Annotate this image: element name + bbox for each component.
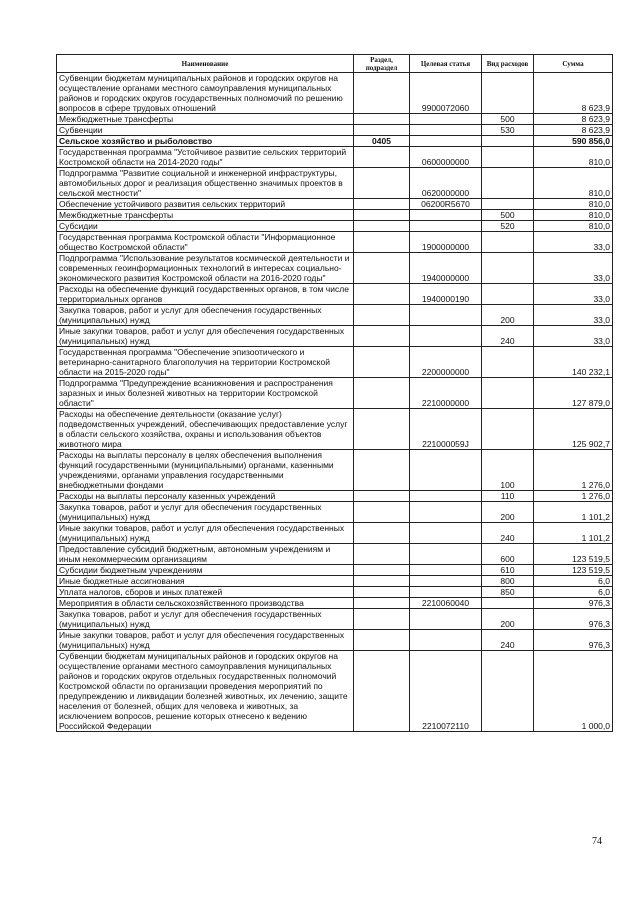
table-row (57, 378, 613, 409)
cell-sum: 1 101,2 (534, 523, 613, 544)
cell-section: 0405 (354, 136, 410, 147)
header-sum: Сумма (534, 55, 613, 73)
cell-name: Расходы на обеспечение деятельности (оказание услуг) подведомственных учреждений, обеспечивающих предоставление услуг в области сельского хозяйства, охраны и использования объектов животного мира (57, 409, 354, 450)
cell-sum: 1 276,0 (534, 491, 613, 502)
cell-sum: 140 232,1 (534, 347, 613, 378)
cell-type: 240 (482, 630, 534, 651)
cell-name: Закупка товаров, работ и услуг для обеспечения государственных (муниципальных) нужд (57, 502, 354, 523)
table-row (57, 609, 613, 630)
cell-type (482, 378, 534, 409)
cell-type: 240 (482, 523, 534, 544)
cell-section (354, 199, 410, 210)
table-row (57, 598, 613, 609)
cell-section (354, 378, 410, 409)
cell-sum: 976,3 (534, 609, 613, 630)
table-row (57, 544, 613, 565)
cell-section (354, 409, 410, 450)
cell-sum: 810,0 (534, 210, 613, 221)
cell-section (354, 576, 410, 587)
cell-name: Иные закупки товаров, работ и услуг для обеспечения государственных (муниципальных) нужд (57, 630, 354, 651)
cell-target: 2210072110 (410, 651, 482, 732)
cell-target: 2210060040 (410, 598, 482, 609)
cell-section (354, 73, 410, 114)
cell-target (410, 326, 482, 347)
cell-target: 1940000190 (410, 284, 482, 305)
cell-sum: 1 276,0 (534, 450, 613, 491)
cell-target: 221000059J (410, 409, 482, 450)
cell-section (354, 326, 410, 347)
cell-name: Государственная программа Костромской области "Информационное общество Костромской области" (57, 232, 354, 253)
cell-target: 1940000000 (410, 253, 482, 284)
table-body (57, 73, 613, 732)
cell-sum: 123 519,5 (534, 544, 613, 565)
cell-section (354, 651, 410, 732)
table-row (57, 253, 613, 284)
cell-section (354, 125, 410, 136)
cell-target (410, 210, 482, 221)
cell-target (410, 609, 482, 630)
table-row (57, 73, 613, 114)
cell-sum: 6,0 (534, 587, 613, 598)
cell-target: 2210000000 (410, 378, 482, 409)
cell-type: 850 (482, 587, 534, 598)
cell-type: 200 (482, 609, 534, 630)
cell-target (410, 587, 482, 598)
cell-target: 9900072060 (410, 73, 482, 114)
cell-name: Расходы на выплаты персоналу казенных учреждений (57, 491, 354, 502)
cell-type (482, 253, 534, 284)
cell-name: Закупка товаров, работ и услуг для обеспечения государственных (муниципальных) нужд (57, 609, 354, 630)
cell-name: Обеспечение устойчивого развития сельских территорий (57, 199, 354, 210)
cell-section (354, 210, 410, 221)
table-row (57, 147, 613, 168)
table-row (57, 565, 613, 576)
cell-target (410, 305, 482, 326)
cell-type: 500 (482, 114, 534, 125)
cell-name: Сельское хозяйство и рыболовство (57, 136, 354, 147)
cell-sum: 123 519,5 (534, 565, 613, 576)
cell-name: Подпрограмма "Развитие социальной и инженерной инфраструктуры, автомобильных дорог и реализация общественно значимых проектов в сельской местности" (57, 168, 354, 199)
cell-sum: 127 879,0 (534, 378, 613, 409)
cell-name: Субвенции бюджетам муниципальных районов и городских округов на осуществление органами местного самоуправления муниципальных районов и городских округов отдельных государственных полномочий Костромской области по организации проведения мероприятий по предупреждению и ликвидации болезней животных, их лечению, защите населения от болезней, общих для человека и животных, за исключением вопросов, решение которых отнесено к ведению Российской Федерации (57, 651, 354, 732)
table-row (57, 630, 613, 651)
cell-name: Государственная программа "Устойчивое развитие сельских территорий Костромской области на 2014-2020 годы" (57, 147, 354, 168)
cell-target (410, 221, 482, 232)
cell-name: Иные закупки товаров, работ и услуг для обеспечения государственных (муниципальных) нужд (57, 326, 354, 347)
cell-section (354, 147, 410, 168)
header-type: Вид расходов (482, 55, 534, 73)
cell-sum: 6,0 (534, 576, 613, 587)
cell-sum: 8 623,9 (534, 73, 613, 114)
cell-type: 200 (482, 502, 534, 523)
cell-type (482, 199, 534, 210)
cell-target (410, 630, 482, 651)
cell-type: 520 (482, 221, 534, 232)
cell-sum: 810,0 (534, 199, 613, 210)
cell-name: Мероприятия в области сельскохозяйственного производства (57, 598, 354, 609)
cell-name: Закупка товаров, работ и услуг для обеспечения государственных (муниципальных) нужд (57, 305, 354, 326)
cell-type (482, 598, 534, 609)
cell-target: 0620000000 (410, 168, 482, 199)
cell-name: Расходы на обеспечение функций государственных органов, в том числе территориальных органов (57, 284, 354, 305)
cell-type: 110 (482, 491, 534, 502)
cell-target (410, 523, 482, 544)
cell-name: Подпрограмма "Предупреждение всанижновения и распространения заразных и иных болезней животных на территории Костромской области" (57, 378, 354, 409)
cell-name: Субсидии бюджетным учреждениям (57, 565, 354, 576)
cell-type: 500 (482, 210, 534, 221)
table-header (57, 55, 613, 73)
cell-target: 1900000000 (410, 232, 482, 253)
cell-target (410, 544, 482, 565)
table-row (57, 221, 613, 232)
cell-sum: 976,3 (534, 630, 613, 651)
cell-section (354, 347, 410, 378)
table-row (57, 502, 613, 523)
cell-section (354, 305, 410, 326)
cell-section (354, 450, 410, 491)
cell-target: 0600000000 (410, 147, 482, 168)
cell-target: 06200R5670 (410, 199, 482, 210)
cell-name: Подпрограмма "Использование результатов космической деятельности и современных геоинформационных технологий в интересах социально-экономического развития Костромской области на 2016-2020 годы" (57, 253, 354, 284)
cell-section (354, 630, 410, 651)
cell-type: 610 (482, 565, 534, 576)
cell-target (410, 565, 482, 576)
cell-sum: 8 623,9 (534, 125, 613, 136)
cell-name: Субсидии (57, 221, 354, 232)
cell-type: 600 (482, 544, 534, 565)
cell-name: Субвенции бюджетам муниципальных районов и городских округов на осуществление органами местного самоуправления муниципальных районов и городских округов государственных полномочий по решению вопросов в сфере трудовых отношений (57, 73, 354, 114)
cell-target (410, 136, 482, 147)
cell-type: 100 (482, 450, 534, 491)
cell-sum: 33,0 (534, 253, 613, 284)
header-section: Раздел, подраздел (354, 55, 410, 73)
table-row (57, 284, 613, 305)
cell-type (482, 168, 534, 199)
cell-sum: 8 623,9 (534, 114, 613, 125)
cell-section (354, 544, 410, 565)
cell-type (482, 136, 534, 147)
table-row (57, 491, 613, 502)
cell-sum: 33,0 (534, 326, 613, 347)
table-row (57, 210, 613, 221)
cell-type (482, 409, 534, 450)
cell-type: 800 (482, 576, 534, 587)
cell-name: Иные закупки товаров, работ и услуг для обеспечения государственных (муниципальных) нужд (57, 523, 354, 544)
cell-target (410, 502, 482, 523)
cell-section (354, 598, 410, 609)
cell-type (482, 73, 534, 114)
cell-sum: 810,0 (534, 221, 613, 232)
cell-target: 2200000000 (410, 347, 482, 378)
cell-type (482, 284, 534, 305)
cell-target (410, 125, 482, 136)
cell-section (354, 253, 410, 284)
table-row (57, 305, 613, 326)
cell-sum: 590 856,0 (534, 136, 613, 147)
cell-section (354, 221, 410, 232)
table-row (57, 232, 613, 253)
document-page (56, 54, 612, 732)
cell-sum: 1 000,0 (534, 651, 613, 732)
cell-sum: 976,3 (534, 598, 613, 609)
table-row (57, 651, 613, 732)
cell-type (482, 147, 534, 168)
cell-target (410, 450, 482, 491)
cell-name: Иные бюджетные ассигнования (57, 576, 354, 587)
cell-type: 240 (482, 326, 534, 347)
cell-name: Субвенции (57, 125, 354, 136)
cell-name: Государственная программа "Обеспечение эпизоотического и ветеринарно-санитарного благополучия на территории Костромской области на 2015-2020 годы" (57, 347, 354, 378)
cell-type (482, 232, 534, 253)
table-row (57, 125, 613, 136)
cell-section (354, 565, 410, 576)
cell-target (410, 491, 482, 502)
table-row (57, 587, 613, 598)
cell-sum: 1 101,2 (534, 502, 613, 523)
cell-section (354, 502, 410, 523)
cell-section (354, 609, 410, 630)
table-row (57, 199, 613, 210)
cell-section (354, 587, 410, 598)
cell-type: 530 (482, 125, 534, 136)
table-row (57, 136, 613, 147)
cell-section (354, 168, 410, 199)
cell-name: Межбюджетные трансферты (57, 114, 354, 125)
cell-name: Межбюджетные трансферты (57, 210, 354, 221)
cell-section (354, 114, 410, 125)
cell-name: Расходы на выплаты персоналу в целях обеспечения выполнения функций государственными (муниципальными) органами, казенными учреждениями, органами управления государственными внебюджетными фондами (57, 450, 354, 491)
cell-section (354, 284, 410, 305)
table-row (57, 409, 613, 450)
cell-name: Уплата налогов, сборов и иных платежей (57, 587, 354, 598)
cell-target (410, 114, 482, 125)
cell-sum: 33,0 (534, 284, 613, 305)
cell-sum: 125 902,7 (534, 409, 613, 450)
table-row (57, 114, 613, 125)
cell-sum: 810,0 (534, 168, 613, 199)
table-row (57, 347, 613, 378)
header-target: Целевая статья (410, 55, 482, 73)
header-name: Наименование (57, 55, 354, 73)
cell-sum: 33,0 (534, 305, 613, 326)
table-row (57, 168, 613, 199)
cell-name: Предоставление субсидий бюджетным, автономным учреждениям и иным некоммерческим организациям (57, 544, 354, 565)
cell-target (410, 576, 482, 587)
table-row (57, 326, 613, 347)
cell-type: 200 (482, 305, 534, 326)
cell-section (354, 232, 410, 253)
cell-section (354, 523, 410, 544)
table-row (57, 523, 613, 544)
budget-table (56, 54, 613, 732)
cell-type (482, 347, 534, 378)
cell-type (482, 651, 534, 732)
table-row (57, 450, 613, 491)
cell-sum: 810,0 (534, 147, 613, 168)
page-number: 74 (592, 836, 602, 847)
cell-sum: 33,0 (534, 232, 613, 253)
table-row (57, 576, 613, 587)
cell-section (354, 491, 410, 502)
